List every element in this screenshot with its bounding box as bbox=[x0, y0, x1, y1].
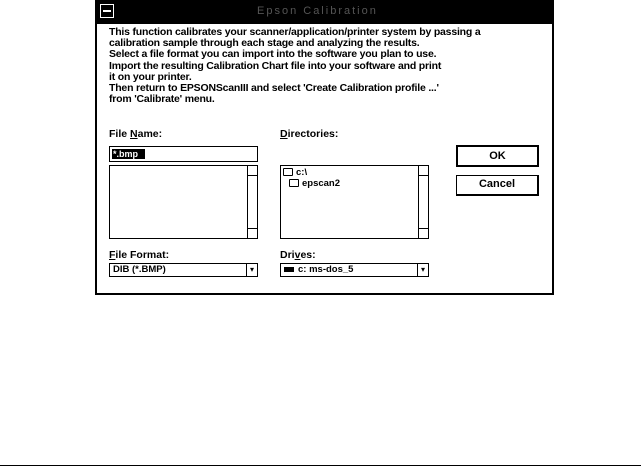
file-list[interactable] bbox=[109, 165, 258, 239]
directories-list[interactable] bbox=[280, 165, 429, 239]
drives-value: c: ms-dos_5 bbox=[298, 264, 354, 275]
file-list-scrollbar[interactable] bbox=[247, 166, 257, 238]
description-line: Then return to EPSONScanIII and select 'Create Calibration profile ...' bbox=[109, 82, 439, 95]
dropdown-arrow-icon[interactable]: ▾ bbox=[246, 264, 257, 276]
dialog-title: Epson Calibration bbox=[257, 5, 378, 17]
scroll-down-arrow-icon[interactable] bbox=[248, 228, 257, 238]
scroll-up-arrow-icon[interactable] bbox=[419, 166, 428, 176]
drives-select[interactable] bbox=[280, 263, 429, 277]
description-line: This function calibrates your scanner/application/printer system by passing a bbox=[109, 26, 481, 38]
file-name-input[interactable] bbox=[109, 146, 258, 162]
description-line: Select a file format you can import into the software you plan to use. bbox=[109, 48, 437, 61]
dropdown-arrow-icon[interactable]: ▾ bbox=[417, 264, 428, 276]
description-line: calibration sample through each stage and analyzing the results. bbox=[109, 37, 420, 50]
open-folder-icon bbox=[283, 168, 293, 176]
description-line: it on your printer. bbox=[109, 70, 192, 83]
description-text bbox=[109, 27, 539, 105]
directory-item[interactable]: c:\ bbox=[283, 167, 307, 178]
system-menu-icon[interactable] bbox=[100, 4, 114, 18]
description-line: Import the resulting Calibration Chart file into your software and print bbox=[109, 59, 442, 72]
drives-label: Drives: bbox=[280, 249, 316, 261]
directories-scrollbar[interactable] bbox=[418, 166, 428, 238]
file-name-value: *.bmp bbox=[112, 149, 145, 159]
file-format-label: File Format: bbox=[109, 249, 170, 261]
ok-button[interactable]: OK bbox=[456, 145, 539, 167]
scroll-down-arrow-icon[interactable] bbox=[419, 228, 428, 238]
open-folder-icon bbox=[289, 179, 299, 187]
file-format-value: DIB (*.BMP) bbox=[113, 264, 166, 275]
scroll-up-arrow-icon[interactable] bbox=[248, 166, 257, 176]
page-divider bbox=[0, 465, 641, 466]
cancel-button[interactable]: Cancel bbox=[456, 175, 539, 196]
file-name-label: File Name: bbox=[109, 128, 163, 140]
title-bar bbox=[97, 0, 552, 24]
description-line: from 'Calibrate' menu. bbox=[109, 93, 215, 106]
calibration-dialog bbox=[95, 0, 554, 295]
file-format-select[interactable] bbox=[109, 263, 258, 277]
directory-item[interactable]: epscan2 bbox=[289, 178, 340, 189]
hard-drive-icon bbox=[284, 267, 294, 272]
directories-label: Directories: bbox=[280, 128, 339, 140]
